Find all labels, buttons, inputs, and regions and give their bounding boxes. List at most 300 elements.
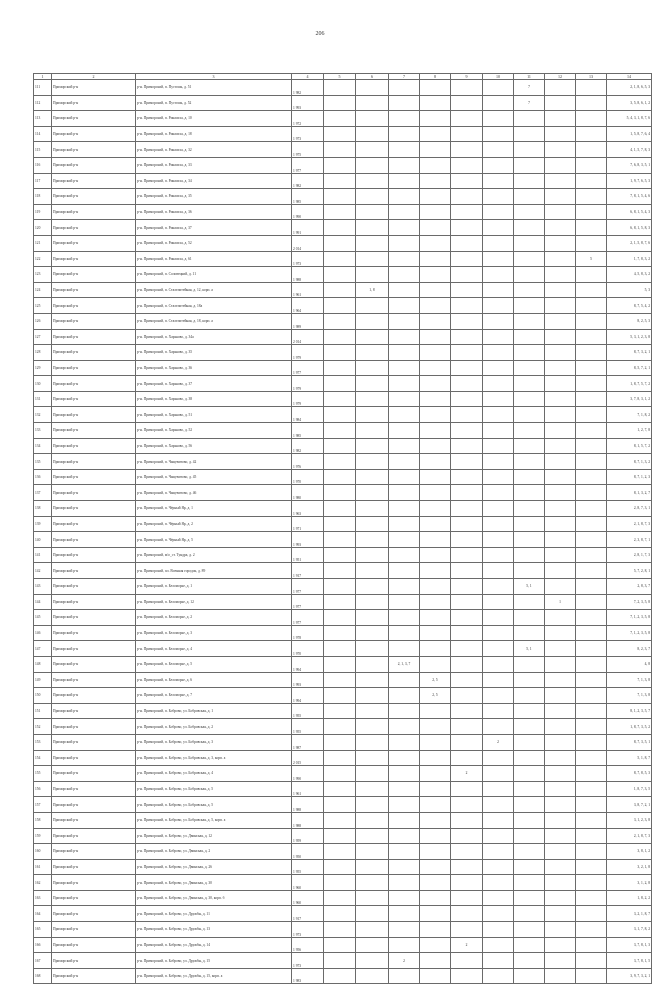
row-number: 124 xyxy=(34,282,52,298)
value-cell xyxy=(420,423,451,439)
value-cell xyxy=(576,750,607,766)
value-cell xyxy=(576,532,607,548)
table-row xyxy=(34,189,652,205)
value-cell xyxy=(389,454,420,470)
table-row xyxy=(34,485,652,501)
value-cell xyxy=(356,859,389,875)
row-number: 164 xyxy=(34,906,52,922)
value-cell xyxy=(356,906,389,922)
value-cell xyxy=(483,547,514,563)
table-row xyxy=(34,220,652,236)
row-number: 153 xyxy=(34,734,52,750)
value-cell xyxy=(514,142,545,158)
value-cell xyxy=(483,563,514,579)
value-cell xyxy=(545,173,576,189)
value-cell xyxy=(451,922,483,938)
value-cell xyxy=(389,391,420,407)
row-number: 129 xyxy=(34,360,52,376)
value-cell xyxy=(576,423,607,439)
table-row xyxy=(34,859,652,875)
district-cell: Приморский р-н xyxy=(52,563,136,579)
year-cell: 1 972 xyxy=(292,111,324,127)
value-cell xyxy=(356,501,389,517)
district-cell: Приморский р-н xyxy=(52,594,136,610)
value-cell xyxy=(483,641,514,657)
value-cell xyxy=(451,345,483,361)
value-cell xyxy=(356,750,389,766)
value-cell xyxy=(420,345,451,361)
value-cell xyxy=(324,142,356,158)
value-cell xyxy=(483,80,514,96)
value-cell xyxy=(545,610,576,626)
value-cell xyxy=(389,360,420,376)
value-cell xyxy=(324,485,356,501)
value-cell xyxy=(389,812,420,828)
codes-cell: 8, 7, 1, 3, 2 xyxy=(607,454,652,470)
value-cell xyxy=(514,734,545,750)
value-cell xyxy=(483,142,514,158)
value-cell xyxy=(389,376,420,392)
codes-cell: 8, 1, 2, 3, 5, 7 xyxy=(607,703,652,719)
address-cell: р-н. Приморский, п. Сталелитейная, д. 18, корп. а xyxy=(136,313,292,329)
value-cell xyxy=(545,267,576,283)
value-cell xyxy=(451,594,483,610)
column-header: 5 xyxy=(324,74,356,80)
value-cell xyxy=(356,329,389,345)
district-cell: Приморский р-н xyxy=(52,547,136,563)
row-number: 145 xyxy=(34,610,52,626)
value-cell xyxy=(389,282,420,298)
table-row xyxy=(34,111,652,127)
district-cell: Приморский р-н xyxy=(52,625,136,641)
table-row xyxy=(34,360,652,376)
value-cell xyxy=(483,812,514,828)
value-cell xyxy=(545,345,576,361)
value-cell xyxy=(356,142,389,158)
value-cell xyxy=(420,313,451,329)
value-cell xyxy=(545,625,576,641)
value-cell xyxy=(576,719,607,735)
row-number: 125 xyxy=(34,298,52,314)
value-cell xyxy=(514,828,545,844)
value-cell xyxy=(420,766,451,782)
value-cell xyxy=(451,610,483,626)
value-cell xyxy=(324,968,356,984)
value-cell xyxy=(451,313,483,329)
value-cell xyxy=(576,812,607,828)
value-cell xyxy=(324,532,356,548)
value-cell xyxy=(514,547,545,563)
value-cell xyxy=(545,968,576,984)
value-cell xyxy=(451,797,483,813)
table-row xyxy=(34,656,652,672)
value-cell xyxy=(576,95,607,111)
year-cell: 1 955 xyxy=(292,719,324,735)
value-cell xyxy=(420,298,451,314)
value-cell xyxy=(514,407,545,423)
codes-cell: 8, 7, 1, 2, 3 xyxy=(607,469,652,485)
value-cell xyxy=(420,95,451,111)
value-cell xyxy=(514,610,545,626)
value-cell xyxy=(324,345,356,361)
value-cell xyxy=(514,953,545,969)
value-cell xyxy=(324,766,356,782)
table-row xyxy=(34,407,652,423)
value-cell xyxy=(545,329,576,345)
value-cell xyxy=(389,345,420,361)
codes-cell: 8, 2, 3, 7 xyxy=(607,641,652,657)
page-number: 206 xyxy=(315,31,325,37)
table-row xyxy=(34,95,652,111)
value-cell xyxy=(356,610,389,626)
value-cell xyxy=(324,235,356,251)
value-cell xyxy=(545,313,576,329)
row-number: 121 xyxy=(34,235,52,251)
value-cell xyxy=(514,563,545,579)
district-cell: Приморский р-н xyxy=(52,298,136,314)
year-cell: 1 989 xyxy=(292,313,324,329)
table-row xyxy=(34,469,652,485)
value-cell xyxy=(324,906,356,922)
codes-cell: 1, 9, 7, 6, 5, 3 xyxy=(607,173,652,189)
value-cell xyxy=(451,407,483,423)
codes-cell: 5, 4, 3, 1, 8, 7, 6 xyxy=(607,111,652,127)
value-cell xyxy=(324,937,356,953)
district-cell: Приморский р-н xyxy=(52,797,136,813)
value-cell xyxy=(514,594,545,610)
value-cell xyxy=(576,360,607,376)
value-cell xyxy=(576,594,607,610)
table-row xyxy=(34,906,652,922)
value-cell xyxy=(356,469,389,485)
table-row xyxy=(34,968,652,984)
value-cell xyxy=(451,563,483,579)
district-cell: Приморский р-н xyxy=(52,173,136,189)
value-cell xyxy=(389,235,420,251)
address-cell: р-н. Приморский, п. Чёрный Яр, д. 1 xyxy=(136,501,292,517)
address-cell: р-н. Приморский, п. Боброво, ул. Бобровская, д. 1 xyxy=(136,703,292,719)
value-cell: 5 xyxy=(576,251,607,267)
value-cell xyxy=(483,220,514,236)
value-cell xyxy=(324,313,356,329)
value-cell xyxy=(356,313,389,329)
codes-cell: 2, 1, 5, 8, 7, 6 xyxy=(607,235,652,251)
year-cell: 1 961 xyxy=(292,282,324,298)
value-cell xyxy=(356,672,389,688)
value-cell xyxy=(483,438,514,454)
value-cell xyxy=(483,267,514,283)
value-cell xyxy=(514,157,545,173)
district-cell: Приморский р-н xyxy=(52,111,136,127)
value-cell: 7 xyxy=(514,95,545,111)
value-cell xyxy=(483,469,514,485)
value-cell xyxy=(420,579,451,595)
value-cell xyxy=(576,672,607,688)
column-header: 7 xyxy=(389,74,420,80)
codes-cell: 3, 9, 7, 3, 2, 1 xyxy=(607,968,652,984)
table-row xyxy=(34,734,652,750)
value-cell xyxy=(451,111,483,127)
address-cell: р-н. Приморский, п. Боброво, ул. Дружбы, д. 15 xyxy=(136,953,292,969)
value-cell xyxy=(545,532,576,548)
row-number: 154 xyxy=(34,750,52,766)
value-cell xyxy=(389,875,420,891)
value-cell xyxy=(451,423,483,439)
address-cell: р-н. Приморский, п. Рикасиха, д. 10 xyxy=(136,111,292,127)
value-cell xyxy=(545,812,576,828)
value-cell xyxy=(514,703,545,719)
value-cell xyxy=(324,594,356,610)
value-cell xyxy=(356,734,389,750)
address-cell: р-н. Приморский, п. Харьково, д. 35 xyxy=(136,345,292,361)
codes-cell: 1, 2, 7, 8 xyxy=(607,423,652,439)
value-cell xyxy=(389,625,420,641)
year-cell: 1 982 xyxy=(292,173,324,189)
value-cell xyxy=(389,438,420,454)
table-row xyxy=(34,563,652,579)
address-cell: р-н. Приморский, п. Чёрный Яр, д. 5 xyxy=(136,532,292,548)
value-cell xyxy=(324,220,356,236)
table-row xyxy=(34,625,652,641)
address-cell: р-н. Приморский, п. Боброво, ул. Дружбы, д. 14 xyxy=(136,937,292,953)
table-row xyxy=(34,313,652,329)
codes-cell: 2, 1, 8, 7, 3 xyxy=(607,516,652,532)
value-cell xyxy=(356,173,389,189)
value-cell xyxy=(420,875,451,891)
value-cell xyxy=(356,579,389,595)
value-cell xyxy=(389,220,420,236)
codes-cell: 7, 1, 3, 8 xyxy=(607,688,652,704)
value-cell xyxy=(451,157,483,173)
address-cell: р-н. Приморский, п. Чёрный Яр, д. 2 xyxy=(136,516,292,532)
district-cell: Приморский р-н xyxy=(52,610,136,626)
address-cell: р-н. Приморский, п. Харьково, д. 37 xyxy=(136,376,292,392)
value-cell xyxy=(545,641,576,657)
value-cell xyxy=(545,781,576,797)
value-cell xyxy=(420,80,451,96)
value-cell xyxy=(483,656,514,672)
value-cell xyxy=(514,844,545,860)
value-cell xyxy=(420,501,451,517)
address-cell: р-н. Приморский, п. Беломорье, д. 6 xyxy=(136,672,292,688)
value-cell xyxy=(576,220,607,236)
year-cell: 1 988 xyxy=(292,812,324,828)
value-cell xyxy=(514,204,545,220)
year-cell: 1 982 xyxy=(292,80,324,96)
value-cell xyxy=(389,781,420,797)
value-cell xyxy=(545,80,576,96)
row-number: 139 xyxy=(34,516,52,532)
value-cell xyxy=(451,454,483,470)
value-cell xyxy=(324,797,356,813)
district-cell: Приморский р-н xyxy=(52,485,136,501)
table-row xyxy=(34,454,652,470)
year-cell: 1 979 xyxy=(292,345,324,361)
district-cell: Приморский р-н xyxy=(52,329,136,345)
value-cell xyxy=(545,688,576,704)
district-cell: Приморский р-н xyxy=(52,469,136,485)
value-cell xyxy=(324,157,356,173)
codes-cell: 3, 7, 8, 1, 3 xyxy=(607,937,652,953)
codes-cell: 7, 1, 2, 3, 5, 8 xyxy=(607,610,652,626)
table-row xyxy=(34,641,652,657)
value-cell xyxy=(576,469,607,485)
table-row xyxy=(34,126,652,142)
value-cell xyxy=(356,937,389,953)
value-cell xyxy=(389,968,420,984)
value-cell xyxy=(389,766,420,782)
row-number: 158 xyxy=(34,812,52,828)
value-cell xyxy=(545,844,576,860)
value-cell xyxy=(545,485,576,501)
value-cell xyxy=(420,516,451,532)
district-cell: Приморский р-н xyxy=(52,407,136,423)
value-cell xyxy=(324,703,356,719)
value-cell xyxy=(389,563,420,579)
value-cell xyxy=(420,641,451,657)
address-cell: р-н. Приморский, п. Боброво, ул. Дружбы, д. 13 xyxy=(136,922,292,938)
codes-cell: 5, 3 xyxy=(607,282,652,298)
value-cell xyxy=(514,111,545,127)
value-cell xyxy=(356,423,389,439)
year-cell: 1 963 xyxy=(292,501,324,517)
value-cell xyxy=(356,532,389,548)
table-body xyxy=(34,74,652,984)
codes-cell: 5, 1, 8, 7 xyxy=(607,750,652,766)
codes-cell: 2, 1, 8, 7, 3 xyxy=(607,828,652,844)
address-cell: р-н. Приморский, пл. Военная городок, д. 89 xyxy=(136,563,292,579)
year-cell: 2 015 xyxy=(292,750,324,766)
value-cell xyxy=(324,844,356,860)
value-cell xyxy=(483,251,514,267)
value-cell xyxy=(324,922,356,938)
year-cell: 1 988 xyxy=(292,267,324,283)
value-cell xyxy=(514,235,545,251)
value-cell xyxy=(389,594,420,610)
year-cell: 1 917 xyxy=(292,906,324,922)
district-cell: Приморский р-н xyxy=(52,313,136,329)
value-cell xyxy=(324,111,356,127)
value-cell xyxy=(545,126,576,142)
value-cell: 2, 5 xyxy=(420,672,451,688)
row-number: 133 xyxy=(34,423,52,439)
value-cell xyxy=(451,235,483,251)
value-cell xyxy=(420,563,451,579)
value-cell xyxy=(483,313,514,329)
table-row xyxy=(34,766,652,782)
value-cell xyxy=(356,563,389,579)
value-cell xyxy=(545,142,576,158)
value-cell xyxy=(545,501,576,517)
year-cell: 1 977 xyxy=(292,579,324,595)
table-row xyxy=(34,844,652,860)
value-cell xyxy=(420,282,451,298)
value-cell xyxy=(389,173,420,189)
value-cell xyxy=(483,859,514,875)
district-cell: Приморский р-н xyxy=(52,734,136,750)
year-cell: 1 993 xyxy=(292,672,324,688)
district-cell: Приморский р-н xyxy=(52,95,136,111)
value-cell xyxy=(356,719,389,735)
value-cell xyxy=(451,750,483,766)
value-cell xyxy=(514,859,545,875)
codes-cell: 1, 8, 7, 3, 5, 2 xyxy=(607,719,652,735)
value-cell xyxy=(514,220,545,236)
value-cell xyxy=(389,844,420,860)
address-cell: р-н. Приморский, п. Рикасиха, д. 61 xyxy=(136,251,292,267)
year-cell: 1 980 xyxy=(292,485,324,501)
value-cell xyxy=(514,532,545,548)
value-cell xyxy=(324,812,356,828)
value-cell xyxy=(483,485,514,501)
codes-cell: 3, 1, 2, 8 xyxy=(607,875,652,891)
value-cell xyxy=(451,329,483,345)
value-cell xyxy=(420,703,451,719)
table-row xyxy=(34,80,652,96)
value-cell xyxy=(451,95,483,111)
district-cell: Приморский р-н xyxy=(52,345,136,361)
value-cell xyxy=(576,937,607,953)
codes-cell: 7, 2, 3, 5, 8 xyxy=(607,594,652,610)
district-cell: Приморский р-н xyxy=(52,189,136,205)
value-cell xyxy=(389,922,420,938)
table-row xyxy=(34,719,652,735)
codes-cell: 3, 1, 2, 3, 8 xyxy=(607,812,652,828)
value-cell xyxy=(451,844,483,860)
value-cell xyxy=(545,547,576,563)
address-cell: р-н. Приморский, п. Боброво, ул. Двинская, д. 2 xyxy=(136,844,292,860)
value-cell xyxy=(324,688,356,704)
table-row xyxy=(34,173,652,189)
value-cell xyxy=(324,126,356,142)
address-cell: р-н. Приморский, п. Беломорье, д. 1 xyxy=(136,579,292,595)
table-row xyxy=(34,251,652,267)
value-cell xyxy=(514,313,545,329)
value-cell xyxy=(420,953,451,969)
value-cell xyxy=(451,828,483,844)
value-cell xyxy=(576,781,607,797)
value-cell xyxy=(576,906,607,922)
address-cell: р-н. Приморский, п. Рикасиха, д. 36 xyxy=(136,204,292,220)
value-cell xyxy=(356,797,389,813)
district-cell: Приморский р-н xyxy=(52,890,136,906)
value-cell xyxy=(389,485,420,501)
value-cell xyxy=(356,204,389,220)
value-cell xyxy=(514,812,545,828)
value-cell xyxy=(545,391,576,407)
codes-cell: 8, 1, 5, 7, 2 xyxy=(607,438,652,454)
year-cell: 1 973 xyxy=(292,126,324,142)
codes-cell: 1, 8, 2, 2 xyxy=(607,890,652,906)
row-number: 122 xyxy=(34,251,52,267)
value-cell xyxy=(324,828,356,844)
value-cell xyxy=(545,298,576,314)
table-row xyxy=(34,750,652,766)
value-cell xyxy=(514,750,545,766)
value-cell xyxy=(576,734,607,750)
value-cell xyxy=(483,766,514,782)
table-row xyxy=(34,438,652,454)
value-cell xyxy=(451,204,483,220)
address-cell: р-н. Приморский, п. Боброво, ул. Двинская, д. 30, корп. б xyxy=(136,890,292,906)
table-row xyxy=(34,688,652,704)
value-cell xyxy=(483,501,514,517)
value-cell xyxy=(576,766,607,782)
value-cell xyxy=(483,579,514,595)
value-cell xyxy=(420,360,451,376)
value-cell xyxy=(483,95,514,111)
value-cell xyxy=(483,968,514,984)
